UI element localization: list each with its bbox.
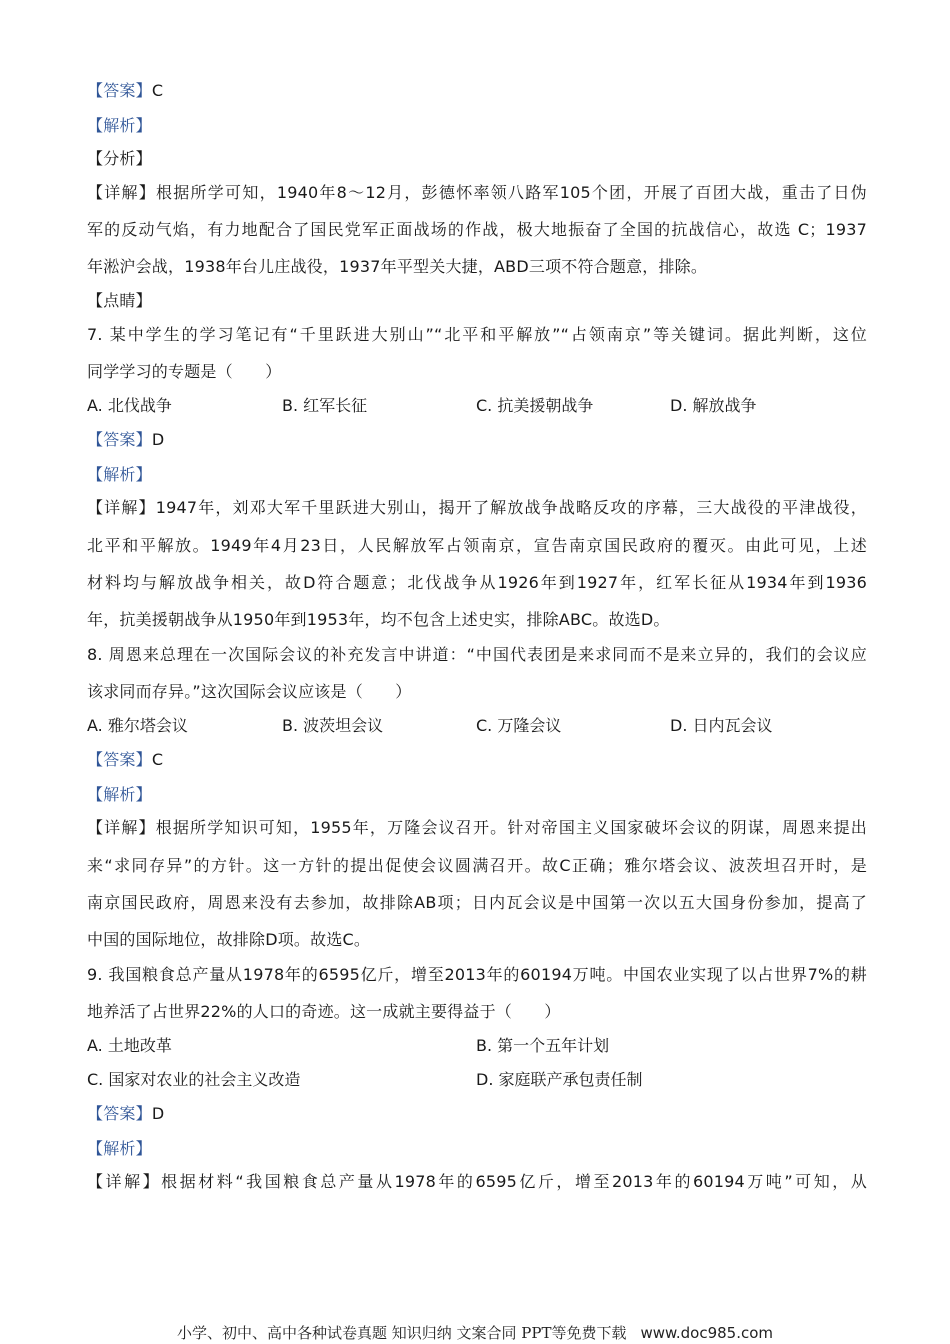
q6-fenxi-tag: 【分析】 bbox=[87, 149, 152, 168]
q9-option-d: D. 家庭联产承包责任制 bbox=[476, 1070, 643, 1089]
answer-value: C bbox=[151, 750, 164, 769]
q8-stem-line-2: 该求同而存异。”这次国际会议应该是（ ） bbox=[87, 682, 412, 701]
detail-tag: 【详解】 bbox=[87, 818, 156, 837]
q9-option-a: A. 土地改革 bbox=[87, 1036, 172, 1055]
q7-detail-line-4: 年，抗美援朝战争从1950年到1953年，均不包含上述史实，排除ABC。故选D。 bbox=[87, 610, 670, 629]
footer-text: 小学、初中、高中各种试卷真题 知识归纳 文案合同 PPT等免费下载 bbox=[176, 1324, 627, 1342]
q6-detail-line-3: 年淞沪会战，1938年台儿庄战役，1937年平型关大捷，ABD三项不符合题意，排除。 bbox=[87, 257, 708, 276]
q7-detail-line-3: 材料均与解放战争相关，故D符合题意；北伐战争从1926年到1927年，红军长征从1934年到1936 bbox=[87, 573, 867, 592]
q7-stem-line-2: 同学学习的专题是（ ） bbox=[87, 362, 282, 381]
detail-text: 根据材料“我国粮食总产量从1978年的6595亿斤，增至2013年的60194万吨”可知，从 bbox=[161, 1172, 867, 1191]
q7-analysis-tag: 【解析】 bbox=[87, 465, 152, 484]
q8-option-c: C. 万隆会议 bbox=[476, 716, 562, 735]
q8-option-d: D. 日内瓦会议 bbox=[670, 716, 773, 735]
answer-value: D bbox=[151, 1104, 165, 1123]
detail-text: 1947年，刘邓大军千里跃进大别山，揭开了解放战争战略反攻的序幕，三大战役的平津战役， bbox=[155, 498, 867, 517]
answer-tag: 【答案】 bbox=[87, 430, 152, 449]
answer-value: C bbox=[151, 81, 164, 100]
q7-answer-line bbox=[87, 429, 867, 451]
detail-tag: 【详解】 bbox=[87, 498, 156, 517]
q6-detail-line-1 bbox=[87, 182, 867, 204]
q8-option-b: B. 波茨坦会议 bbox=[282, 716, 384, 735]
q8-detail-line-3: 南京国民政府，周恩来没有去参加，故排除AB项；日内瓦会议是中国第一次以五大国身份参加，提高了 bbox=[87, 893, 867, 912]
q9-stem-line-1: 9. 我国粮食总产量从1978年的6595亿斤，增至2013年的60194万吨。中国农业实现了以占世界7%的耕 bbox=[87, 965, 867, 984]
detail-text: 根据所学知识可知，1955年，万隆会议召开。针对帝国主义国家破坏会议的阴谋，周恩来提出 bbox=[155, 818, 867, 837]
q8-detail-line-1 bbox=[87, 817, 867, 839]
q8-option-a: A. 雅尔塔会议 bbox=[87, 716, 188, 735]
q6-analysis-tag: 【解析】 bbox=[87, 116, 152, 135]
q9-analysis-tag: 【解析】 bbox=[87, 1139, 152, 1158]
q7-stem-line-1: 7. 某中学生的学习笔记有“千里跃进大别山”“北平和平解放”“占领南京”等关键词。据此判断，这位 bbox=[87, 325, 867, 344]
detail-tag: 【详解】 bbox=[87, 183, 157, 202]
q8-analysis-tag: 【解析】 bbox=[87, 785, 152, 804]
q8-stem-line-1: 8. 周恩来总理在一次国际会议的补充发言中讲道：“中国代表团是来求同而不是来立异的，我们的会议应 bbox=[87, 645, 867, 664]
detail-text: 根据所学可知，1940年8～12月，彭德怀率领八路军105个团，开展了百团大战，重击了日伪 bbox=[156, 183, 867, 202]
answer-tag: 【答案】 bbox=[87, 1104, 152, 1123]
q8-detail-line-2: 来“求同存异”的方针。这一方针的提出促使会议圆满召开。故C正确；雅尔塔会议、波茨坦召开时，是 bbox=[87, 856, 867, 875]
q9-stem-line-2: 地养活了占世界22%的人口的奇迹。这一成就主要得益于（ ） bbox=[87, 1002, 561, 1021]
q7-option-d: D. 解放战争 bbox=[670, 396, 757, 415]
q6-detail-line-2: 军的反动气焰，有力地配合了国民党军正面战场的作战，极大地振奋了全国的抗战信心，故选 C；1937 bbox=[87, 220, 867, 239]
q6-dianjing-tag: 【点睛】 bbox=[87, 291, 152, 310]
page-footer bbox=[0, 1322, 950, 1343]
q9-detail-line-1 bbox=[87, 1171, 867, 1193]
q9-option-b: B. 第一个五年计划 bbox=[476, 1036, 610, 1055]
answer-tag: 【答案】 bbox=[87, 81, 152, 100]
footer-url[interactable]: www.doc985.com bbox=[640, 1324, 774, 1342]
answer-value: D bbox=[151, 430, 165, 449]
answer-tag: 【答案】 bbox=[87, 750, 152, 769]
q7-option-b: B. 红军长征 bbox=[282, 396, 368, 415]
q7-option-c: C. 抗美援朝战争 bbox=[476, 396, 594, 415]
q9-answer-line bbox=[87, 1103, 867, 1125]
q8-answer-line bbox=[87, 749, 867, 771]
q7-detail-line-1 bbox=[87, 497, 867, 519]
q8-detail-line-4: 中国的国际地位，故排除D项。故选C。 bbox=[87, 930, 371, 949]
q7-option-a: A. 北伐战争 bbox=[87, 396, 172, 415]
q9-option-c: C. 国家对农业的社会主义改造 bbox=[87, 1070, 301, 1089]
q6-answer-line bbox=[87, 80, 867, 102]
detail-tag: 【详解】 bbox=[87, 1172, 162, 1191]
q7-detail-line-2: 北平和平解放。1949年4月23日，人民解放军占领南京，宣告南京国民政府的覆灭。由此可见，上述 bbox=[87, 536, 867, 555]
